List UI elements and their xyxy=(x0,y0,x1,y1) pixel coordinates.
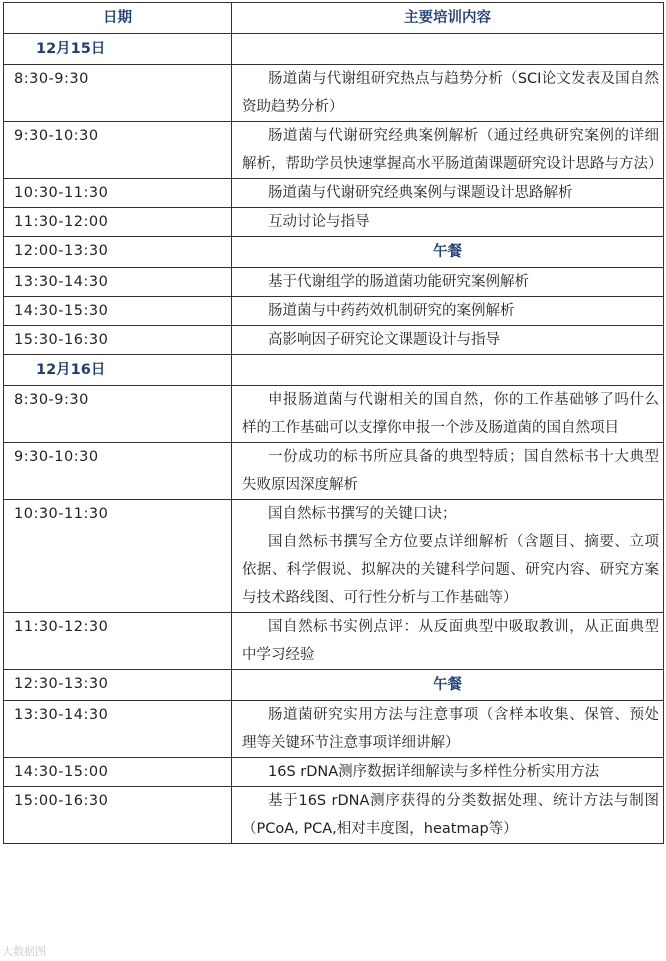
time-cell: 11:30-12:00 xyxy=(4,208,232,237)
time-cell: 13:30-14:30 xyxy=(4,268,232,297)
time-cell: 9:30-10:30 xyxy=(4,122,232,179)
table-row xyxy=(4,758,664,787)
day-label: 12月15日 xyxy=(4,34,232,65)
content-cell xyxy=(232,268,664,297)
day-row xyxy=(4,34,664,65)
watermark: 大数据图 xyxy=(2,945,46,958)
content-header: 主要培训内容 xyxy=(232,3,664,34)
empty-cell xyxy=(232,355,664,386)
table-row xyxy=(4,386,664,443)
content-text: 肠道菌研究实用方法与注意事项（含样本收集、保管、预处理等关键环节注意事项详细讲解） xyxy=(242,707,659,751)
time-cell: 13:30-14:30 xyxy=(4,701,232,758)
content-text: 肠道菌与代谢研究经典案例与课题设计思路解析 xyxy=(268,185,573,201)
time-cell: 11:30-12:30 xyxy=(4,613,232,670)
time-cell: 8:30-9:30 xyxy=(4,386,232,443)
day-label: 12月16日 xyxy=(4,355,232,386)
table-row xyxy=(4,443,664,500)
content-cell xyxy=(232,326,664,355)
header-row xyxy=(4,3,664,34)
content-text: 肠道菌与代谢组研究热点与趋势分析（SCI论文发表及国自然资助趋势分析） xyxy=(242,71,659,115)
content-cell xyxy=(232,613,664,670)
content-text: 国自然标书实例点评：从反面典型中吸取教训，从正面典型中学习经验 xyxy=(242,619,659,663)
content-cell xyxy=(232,386,664,443)
content-cell xyxy=(232,65,664,122)
table-row xyxy=(4,787,664,844)
lunch-row xyxy=(4,670,664,701)
content-cell xyxy=(232,701,664,758)
content-text: 肠道菌与代谢研究经典案例解析（通过经典研究案例的详细解析，帮助学员快速掌握高水平肠道菌课题研究设计思路与方法） xyxy=(242,128,663,172)
day-row xyxy=(4,355,664,386)
table-row xyxy=(4,500,664,613)
table-row xyxy=(4,613,664,670)
table-row xyxy=(4,179,664,208)
content-text: 高影响因子研究论文课题设计与指导 xyxy=(268,332,500,348)
content-cell xyxy=(232,500,664,613)
content-text: 国自然标书撰写全方位要点详细解析（含题目、摘要、立项依据、科学假说、拟解决的关键科学问题、研究内容、研究方案与技术路线图、可行性分析与工作基础等） xyxy=(242,534,659,606)
date-header: 日期 xyxy=(4,3,232,34)
content-text: 肠道菌与中药药效机制研究的案例解析 xyxy=(268,303,515,319)
content-cell xyxy=(232,443,664,500)
table-row xyxy=(4,122,664,179)
table-row xyxy=(4,297,664,326)
time-cell: 9:30-10:30 xyxy=(4,443,232,500)
content-text: 互动讨论与指导 xyxy=(268,214,370,230)
empty-cell xyxy=(232,34,664,65)
content-text: 一份成功的标书所应具备的典型特质；国自然标书十大典型失败原因深度解析 xyxy=(242,449,659,493)
table-row xyxy=(4,65,664,122)
table-row xyxy=(4,268,664,297)
time-cell: 14:30-15:00 xyxy=(4,758,232,787)
time-cell: 15:30-16:30 xyxy=(4,326,232,355)
time-cell: 8:30-9:30 xyxy=(4,65,232,122)
content-text: 基于16S rDNA测序获得的分类数据处理、统计方法与制图（PCoA, PCA,相对丰度图，heatmap等） xyxy=(242,793,659,837)
time-cell: 14:30-15:30 xyxy=(4,297,232,326)
table-row xyxy=(4,701,664,758)
time-cell: 15:00-16:30 xyxy=(4,787,232,844)
content-text: 申报肠道菌与代谢相关的国自然，你的工作基础够了吗什么样的工作基础可以支撑你申报一个涉及肠道菌的国自然项目 xyxy=(242,392,659,436)
lunch-label: 午餐 xyxy=(232,237,664,268)
lunch-label: 午餐 xyxy=(232,670,664,701)
time-cell: 12:00-13:30 xyxy=(4,237,232,268)
time-cell: 10:30-11:30 xyxy=(4,500,232,613)
lunch-row xyxy=(4,237,664,268)
table-row xyxy=(4,208,664,237)
content-cell xyxy=(232,297,664,326)
content-text: 国自然标书撰写的关键口诀； xyxy=(268,506,457,522)
content-cell xyxy=(232,758,664,787)
table-row xyxy=(4,326,664,355)
content-cell xyxy=(232,122,664,179)
content-cell xyxy=(232,179,664,208)
content-cell xyxy=(232,787,664,844)
content-text: 基于代谢组学的肠道菌功能研究案例解析 xyxy=(268,274,529,290)
content-cell xyxy=(232,208,664,237)
schedule-table xyxy=(3,2,664,844)
time-cell: 12:30-13:30 xyxy=(4,670,232,701)
content-text: 16S rDNA测序数据详细解读与多样性分析实用方法 xyxy=(268,764,600,780)
time-cell: 10:30-11:30 xyxy=(4,179,232,208)
